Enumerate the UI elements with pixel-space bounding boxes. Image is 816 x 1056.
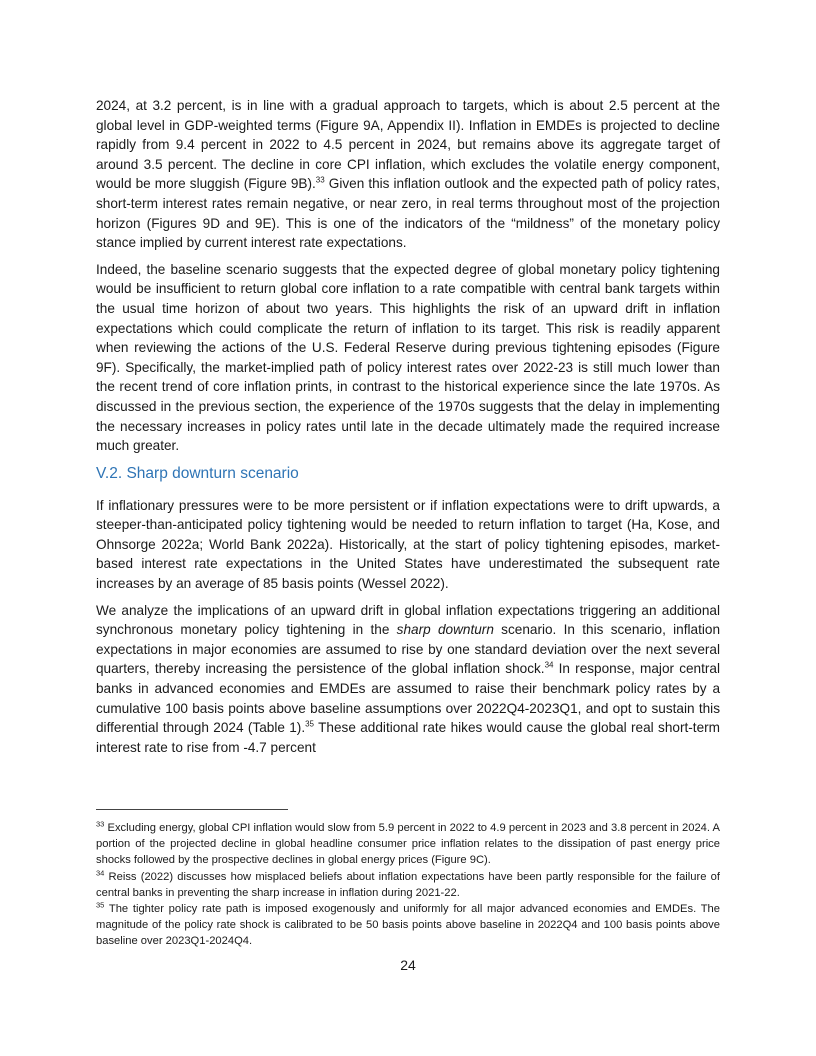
footnote-ref-34[interactable]: 34 (544, 660, 554, 670)
footnote-ref-33[interactable]: 33 (315, 175, 325, 185)
footnote-divider (96, 809, 288, 810)
paragraph-text: These additional rate hikes would cause the global real short-term interest rate to rise from -4.7 percent (96, 720, 720, 755)
page-number: 24 (400, 957, 416, 973)
paragraph-sharp-downturn (96, 601, 720, 758)
footnote-33 (96, 820, 720, 869)
footnote-text: The tighter policy rate path is imposed exogenously and uniformly for all major advanced economies and EMDEs. The magnitude of the policy rate shock is calibrated to be 50 basis points above baseline in 2022Q4 and 100 basis points above baseline over 2023Q1-2024Q4. (96, 903, 720, 948)
paragraph-baseline-scenario: Indeed, the baseline scenario suggests that the expected degree of global monetary policy tightening would be insufficient to return global core inflation to a rate compatible with central bank targets within the usual time horizon of about two years. This highlights the risk of an upward drift in inflation expectations which could complicate the return of inflation to its target. This risk is readily apparent when reviewing the actions of the U.S. Federal Reserve during previous tightening episodes (Figure 9F). Specifically, the market-implied path of policy interest rates over 2022-23 is still much lower than the recent trend of core inflation prints, in contrast to the historical experience since the late 1970s. As discussed in the previous section, the experience of the 1970s suggests that the delay in implementing the necessary increases in policy rates until late in the decade ultimately made the required increase much greater. (96, 261, 720, 454)
footnote-text: Excluding energy, global CPI inflation would slow from 5.9 percent in 2022 to 4.9 percent in 2023 and 3.8 percent in 2024. A portion of the projected decline in global headline consumer price inflation relates to the dissipation of past energy price shocks followed by the prospective declines in global energy prices (Figure 9C). (96, 822, 720, 867)
footnote-number: 34 (96, 867, 105, 877)
body-text (96, 96, 720, 764)
paragraph-inflationary-pressures: If inflationary pressures were to be more persistent or if inflation expectations were to drift upwards, a steeper-than-anticipated policy tightening would be needed to return inflation to target (Ha, Kose, and Ohnsorge 2022a; World Bank 2022a). Historically, at the start of policy tightening episodes, market-based interest rate expectations in the United States have underestimated the subsequent rate increases by an average of 85 basis points (Wessel 2022). (96, 497, 720, 592)
footnote-35 (96, 901, 720, 950)
footnotes (96, 820, 720, 950)
paragraph-text: We analyze the implications of an upward drift in global inflation expectations triggering an additional synchronous monetary policy tightening in the (96, 602, 720, 638)
emphasis-text: sharp downturn (396, 622, 494, 638)
paragraph-inflation-outlook (96, 96, 720, 253)
footnote-number: 33 (96, 819, 105, 829)
paragraph-text: In response, major central banks in advanced economies and EMDEs are assumed to raise their benchmark policy rates by a cumulative 100 basis points above baseline assumptions over 2022Q4-2023Q1, and opt to sustain this differential through 2024 (Table 1). (96, 661, 721, 736)
footnote-number: 35 (96, 900, 105, 910)
paragraph-text: scenario. In this scenario, inflation expectations in major economies are assumed to rise by one standard deviation over the next several quarters, thereby increasing the persistence of the global inflation shock. (96, 622, 721, 677)
footnote-34 (96, 869, 720, 901)
paragraph-text: 2024, at 3.2 percent, is in line with a gradual approach to targets, which is about 2.5 percent at the global level in GDP-weighted terms (Figure 9A, Appendix II). Inflation in EMDEs is projected to decline rapidly from 9.4 percent in 2022 to 4.5 percent in 2024, but remains above its aggregate target of around 3.5 percent. The decline in core CPI inflation, which excludes the volatile energy component, would be more sluggish (Figure 9B). (96, 98, 720, 192)
section-heading: V.2. Sharp downturn scenario (96, 464, 299, 482)
footnote-text: Reiss (2022) discusses how misplaced beliefs about inflation expectations have been partly responsible for the failure of central banks in preventing the sharp increase in inflation during 2021-22. (96, 870, 720, 899)
footnote-ref-35[interactable]: 35 (305, 719, 315, 729)
paragraph-text: Given this inflation outlook and the expected path of policy rates, short-term interest rates remain negative, or near zero, in real terms throughout most of the projection horizon (Figures 9D and 9E). This is one of the indicators of the “mildness” of the monetary policy stance implied by current interest rate expectations. (96, 176, 720, 251)
